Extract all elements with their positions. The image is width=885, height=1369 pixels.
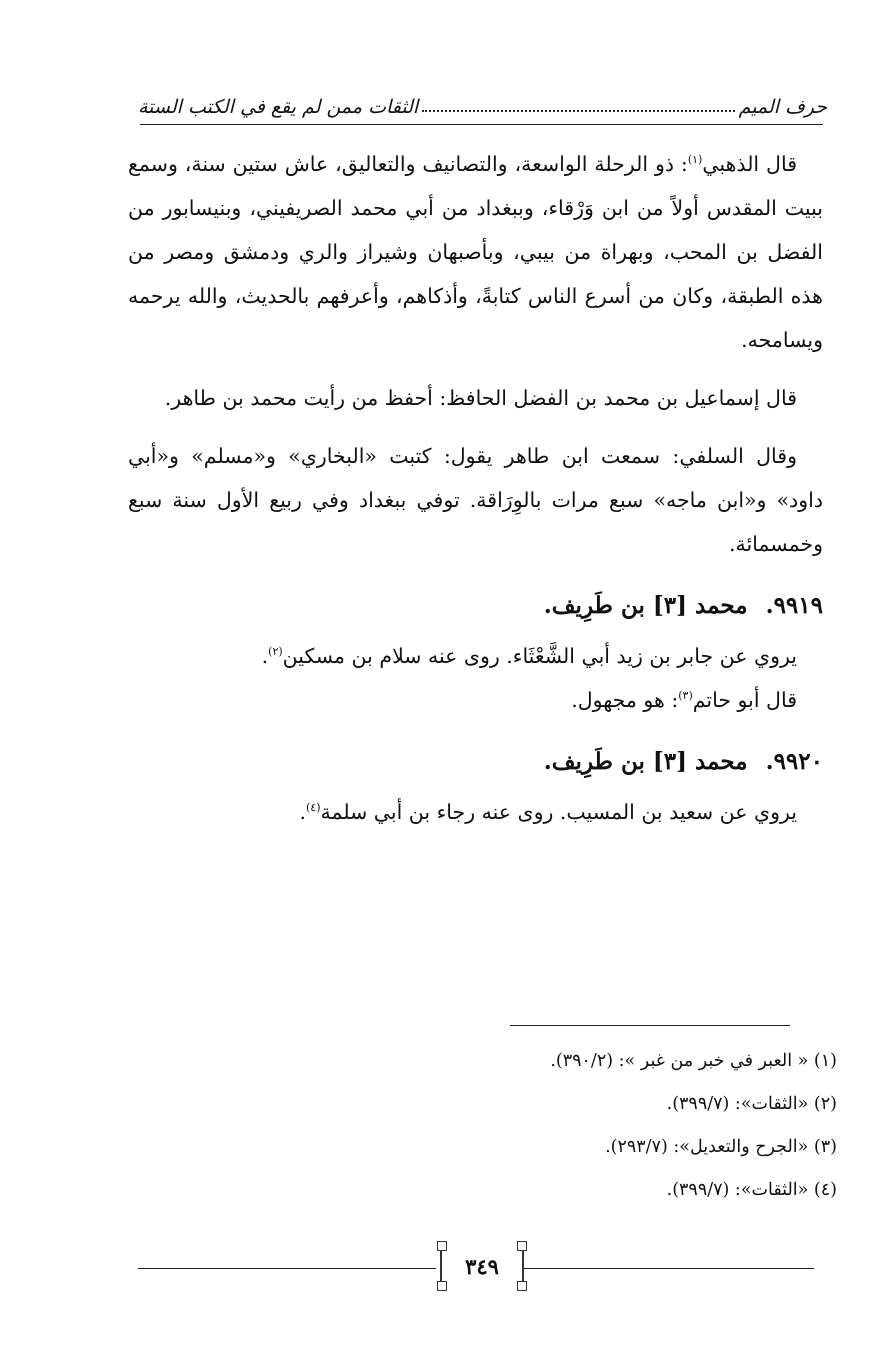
header-chapter-title: حرف الميم <box>738 96 827 118</box>
paragraph-ismail: قال إسماعيل بن محمد بن الفضل الحافظ: أحفظ من رأيت محمد بن طاهر. <box>164 386 797 410</box>
frame-ornament <box>517 1241 527 1251</box>
entry-number: ٩٩٢٠. <box>765 748 823 775</box>
footnote-ref-4: (٤) <box>305 801 321 815</box>
entry-line-tail: : هو مجهول. <box>571 688 679 712</box>
paragraph-text: : ذو الرحلة الواسعة، والتصانيف والتعاليق، عاش ستين سنة، وسمع ببيت المقدس أولاً من ابن وَرْقاء، وببغداد من أبي محمد الصريفيني، وبنيسابور من الفضل بن المحب، وبهراة من بيبي، وبأصبهان وشيراز والري ودمشق ومصر من هذه الطبقة، وكان من أسرع الناس كتابةً، وأذكاهم، وأعرفهم بالحديث، والله يرحمه ويسامحه. <box>128 152 823 352</box>
main-text <box>128 142 823 834</box>
entry-9920-line-1 <box>128 790 823 834</box>
entry-line-text: يروي عن سعيد بن المسيب. روى عنه رجاء بن أبي سلمة <box>320 800 797 824</box>
footnote-separator <box>510 1025 790 1026</box>
entry-name: محمد [٣] بن طَرِيف. <box>543 592 748 619</box>
entry-line-text: قال أبو حاتم <box>692 688 797 712</box>
header-dot-leader <box>422 109 734 112</box>
footnote-ref-3: (٣) <box>678 689 693 703</box>
frame-ornament <box>517 1281 527 1291</box>
footnote-3: (٣) «الجرح والتعديل»: (٢٩٣/٧). <box>605 1137 837 1157</box>
footnote-ref-2: (٢) <box>268 645 283 659</box>
footnote-4: (٤) «الثقات»: (٣٩٩/٧). <box>666 1180 837 1200</box>
running-header <box>138 88 827 118</box>
header-book-title: الثقات ممن لم يقع في الكتب الستة <box>138 96 419 118</box>
entry-heading-9920 <box>128 736 823 788</box>
frame-ornament <box>437 1281 447 1291</box>
footnote-2: (٢) «الثقات»: (٣٩٩/٧). <box>666 1094 837 1114</box>
entry-name: محمد [٣] بن طَرِيف. <box>543 748 748 775</box>
footnote-ref-1: (١) <box>687 153 703 167</box>
entry-line-tail: . <box>299 800 306 824</box>
frame-ornament <box>437 1241 447 1251</box>
paragraph-lead: قال الذهبي <box>702 152 797 176</box>
entry-number: ٩٩١٩. <box>765 592 823 619</box>
page-number: ٣٤٩ <box>465 1253 499 1279</box>
entry-9919-line-2 <box>128 678 823 722</box>
entry-heading-9919 <box>128 580 823 632</box>
footnote-1: (١) « العبر في خبر من غبر »: (٣٩٠/٢). <box>550 1051 837 1071</box>
page-number-frame <box>440 1246 524 1286</box>
entry-9919-line-1 <box>128 634 823 678</box>
footer-rule-left <box>138 1268 436 1269</box>
footer-rule-right <box>522 1268 814 1269</box>
entry-line-text: يروي عن جابر بن زيد أبي الشَّعْثَاء. روى عنه سلام بن مسكين <box>282 644 797 668</box>
footnotes <box>300 1040 837 1212</box>
header-rule <box>140 124 823 125</box>
paragraph-dhahabi <box>128 142 823 362</box>
paragraph-silafi: وقال السلفي: سمعت ابن طاهر يقول: كتبت «البخاري» و«مسلم» و«أبي داود» و«ابن ماجه» سبع مرات بالوِرَاقة. توفي ببغداد وفي ربيع الأول سنة سبع وخمسمائة. <box>128 444 823 556</box>
entry-line-tail: . <box>261 644 269 668</box>
